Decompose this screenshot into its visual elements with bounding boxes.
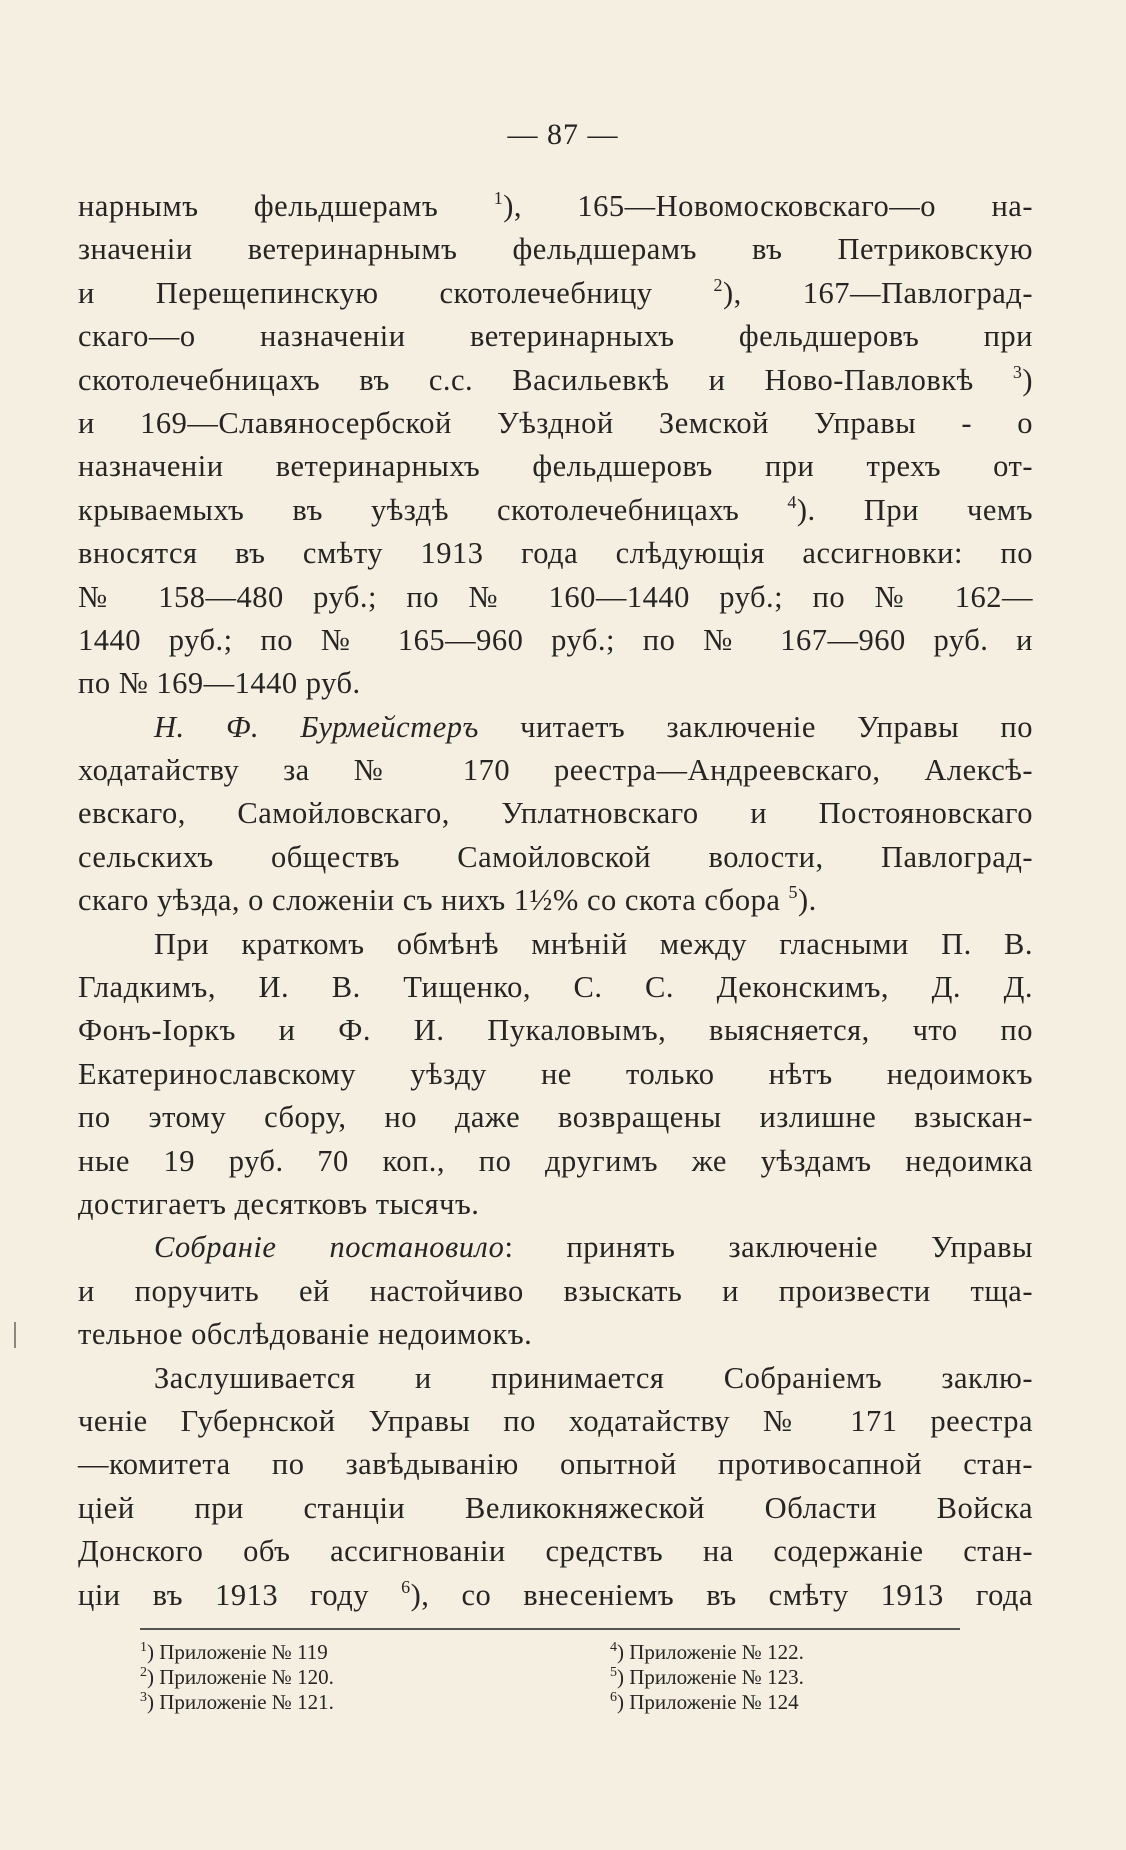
text-line	[78, 576, 1033, 619]
line-text: При краткомъ обмѣнѣ мнѣній между гласными П. В.	[154, 926, 1033, 961]
text-line	[78, 1487, 1033, 1530]
line-text: Фонъ-Іоркъ и Ф. И. Пукаловымъ, выясняется, что по	[78, 1013, 1033, 1048]
text-line	[78, 1183, 1033, 1226]
text-line	[78, 445, 1033, 488]
line-text: евскаго, Самойловскаго, Уплатновскаго и Постояновскаго	[78, 796, 1033, 831]
footnote-mark: 2	[140, 1665, 147, 1680]
footnote-rule	[140, 1628, 960, 1630]
line-text: крываемыхъ въ уѣздѣ скотолечебницахъ	[78, 492, 788, 527]
line-text: и Перещепинскую скотолечебницу	[78, 275, 714, 310]
line-text: сельскихъ обществъ Самойловской волости, Павлоград-	[78, 839, 1033, 874]
footnote-mark: 1	[140, 1640, 147, 1655]
line-text: ные 19 руб. 70 коп., по другимъ же уѣздамъ недоимка	[78, 1143, 1033, 1178]
line-text: Заслушивается и принимается Собраніемъ заклю-	[154, 1360, 1033, 1395]
footnote-reference: 2	[713, 274, 723, 295]
footnote	[610, 1665, 1030, 1690]
line-text: ціей при станціи Великокняжеской Области Войска	[78, 1490, 1033, 1525]
text-line	[78, 1530, 1033, 1573]
text-line	[78, 228, 1033, 271]
text-line	[78, 1140, 1033, 1183]
line-text: тельное обслѣдованіе недоимокъ.	[78, 1317, 533, 1352]
footnote-text: ) Приложеніе № 120.	[147, 1665, 334, 1689]
line-text: ), со внесеніемъ въ смѣту 1913 года	[410, 1577, 1033, 1612]
text-line	[78, 402, 1033, 445]
line-text: ), 167—Павлоград-	[723, 275, 1033, 310]
line-text: ціи въ 1913 году	[78, 1577, 402, 1612]
text-line	[78, 489, 1033, 532]
footnote	[140, 1640, 560, 1665]
text-line	[78, 879, 1033, 922]
footnote	[140, 1690, 560, 1715]
footnote-reference: 5	[788, 882, 798, 903]
line-text: значеніи ветеринарнымъ фельдшерамъ въ Петриковскую	[78, 232, 1033, 267]
text-line	[78, 1574, 1033, 1617]
line-text: нарнымъ фельдшерамъ	[78, 189, 494, 223]
italic-speaker: Н. Ф. Бурмейстеръ	[154, 709, 479, 744]
line-text: ).	[797, 883, 817, 918]
line-text: и 169—Славяносербской Уѣздной Земской Управы - о	[78, 405, 1033, 440]
text-line	[78, 749, 1033, 792]
text-line	[78, 1313, 1033, 1356]
line-text: Гладкимъ, И. В. Тищенко, С. С. Деконскимъ, Д. Д.	[78, 970, 1033, 1005]
footnotes-left-column	[140, 1640, 560, 1715]
text-line	[78, 792, 1033, 835]
footnote	[140, 1665, 560, 1690]
line-text: ), 165—Новомосковскаго—о на-	[503, 189, 1033, 223]
line-text: Донского объ ассигнованіи средствъ на содержаніе стан-	[78, 1534, 1033, 1569]
footnotes-right-column	[610, 1640, 1030, 1715]
footnote-text: ) Приложеніе № 119	[147, 1640, 328, 1664]
line-text: и поручить ей настойчиво взыскать и произвести тща-	[78, 1273, 1033, 1308]
footnote-text: ) Приложеніе № 123.	[617, 1665, 804, 1689]
text-line	[78, 1400, 1033, 1443]
line-text: назначеніи ветеринарныхъ фельдшеровъ при трехъ от-	[78, 449, 1033, 484]
text-line	[78, 706, 1033, 749]
footnote-text: ) Приложеніе № 121.	[147, 1690, 334, 1714]
line-text: —комитета по завѣдыванію опытной противосапной стан-	[78, 1447, 1033, 1482]
line-text: ченіе Губернской Управы по ходатайству № 171 реестра	[78, 1403, 1033, 1438]
footnote-reference: 3	[1012, 361, 1023, 382]
text-line	[78, 923, 1033, 966]
body-text	[78, 185, 1033, 1617]
line-text: скотолечебницахъ въ с.с. Васильевкѣ и Ново-Павловкѣ	[78, 362, 1013, 397]
text-line	[78, 1270, 1033, 1313]
line-text: достигаетъ десятковъ тысячъ.	[78, 1186, 480, 1221]
line-text: по № 169—1440 руб.	[78, 666, 361, 701]
footnote-mark: 4	[610, 1640, 617, 1655]
text-line	[78, 619, 1033, 662]
line-text: скаго уѣзда, о сложеніи съ нихъ 1½% со скота сбора	[78, 883, 789, 918]
footnote	[610, 1690, 1030, 1715]
line-text: ). При чемъ	[796, 492, 1033, 527]
text-line	[78, 1443, 1033, 1486]
footnote-mark: 3	[140, 1690, 147, 1705]
text-line	[78, 185, 1033, 228]
footnote-mark: 6	[610, 1690, 617, 1705]
text-line	[78, 1096, 1033, 1139]
text-line	[78, 1226, 1033, 1269]
text-line	[78, 1357, 1033, 1400]
line-text: вносятся въ смѣту 1913 года слѣдующія ассигновки: по	[78, 536, 1033, 571]
footnote	[610, 1640, 1030, 1665]
text-line	[78, 662, 1033, 705]
line-text: по этому сбору, но даже возвращены излишне взыскан-	[78, 1100, 1033, 1135]
line-text: № 158—480 руб.; по № 160—1440 руб.; по № 162—	[78, 579, 1033, 614]
line-text: Екатеринославскому уѣзду не только нѣтъ недоимокъ	[78, 1056, 1033, 1091]
footnote-reference: 4	[787, 491, 797, 512]
text-line	[78, 532, 1033, 575]
line-text: скаго—о назначеніи ветеринарныхъ фельдшеровъ при	[78, 319, 1033, 354]
footnote-reference: 6	[401, 1576, 411, 1597]
text-line	[78, 1009, 1033, 1052]
line-text: : принять заключеніе Управы	[504, 1230, 1033, 1265]
line-text: 1440 руб.; по № 165—960 руб.; по № 167—960 руб. и	[78, 622, 1033, 657]
margin-mark	[14, 1322, 16, 1348]
footnote-text: ) Приложеніе № 122.	[617, 1640, 804, 1664]
line-text: ходатайству за № 170 реестра—Андреевскаго, Алексѣ-	[78, 753, 1033, 788]
page-number: — 87 —	[507, 118, 619, 151]
italic-speaker: Собраніе постановило	[154, 1230, 505, 1265]
footnote-reference: 1	[493, 188, 504, 208]
line-text: )	[1022, 362, 1033, 397]
text-line	[78, 272, 1033, 315]
text-line	[78, 966, 1033, 1009]
text-line	[78, 359, 1033, 402]
text-line	[78, 315, 1033, 358]
footnote-mark: 5	[610, 1665, 617, 1680]
text-line	[78, 1053, 1033, 1096]
text-line	[78, 836, 1033, 879]
footnote-text: ) Приложеніе № 124	[617, 1690, 799, 1714]
line-text: читаетъ заключеніе Управы по	[478, 709, 1033, 744]
